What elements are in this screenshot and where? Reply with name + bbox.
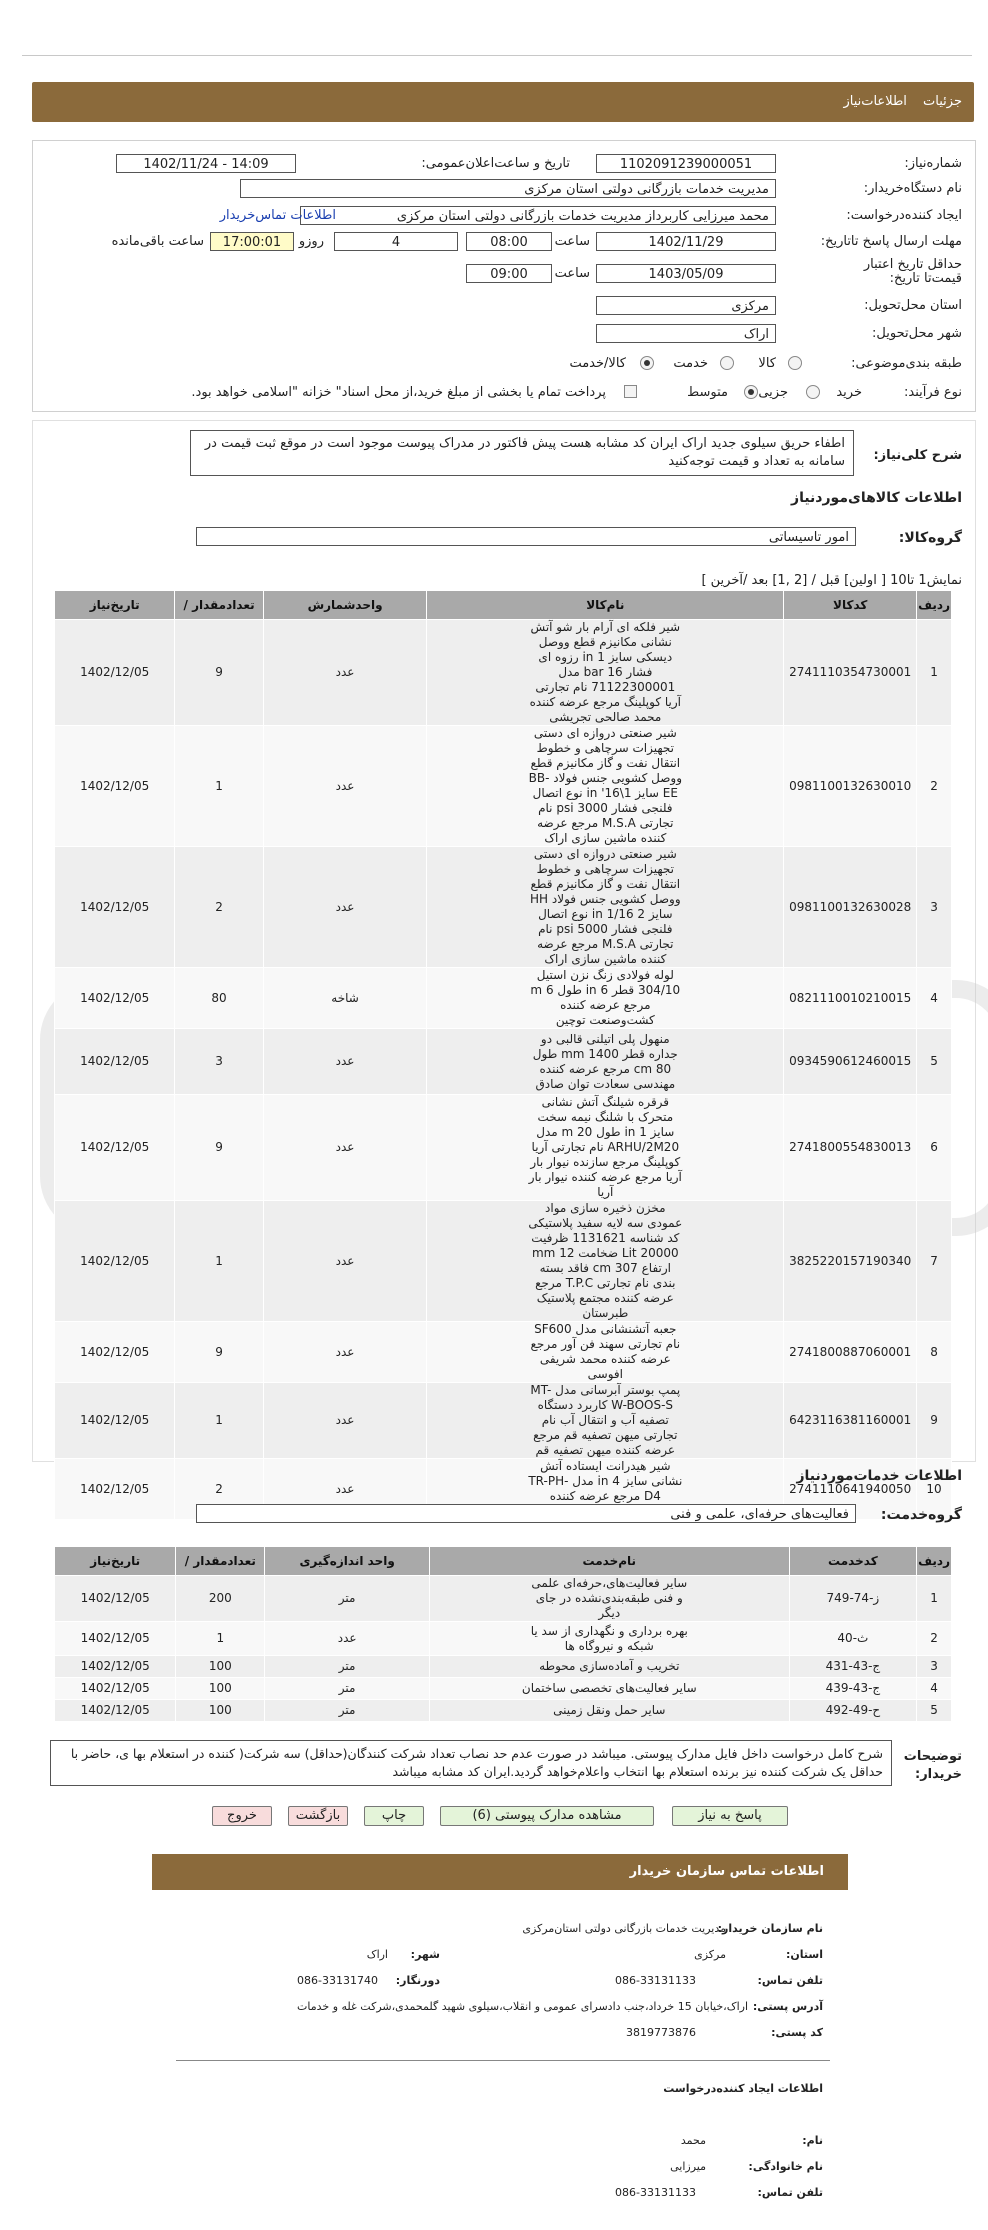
city-label-2: شهر: [410,1948,440,1961]
city-label: شهر محل‌تحویل: [872,326,962,341]
col-row: ردیف [917,591,952,620]
services-section-title: اطلاعات خدمات‌مورد‌نیاز [796,1468,962,1484]
service-unit: عدد [265,1622,430,1656]
item-unit: عدد [263,1322,427,1383]
table-row [55,1029,952,1095]
family-label: نام خانوادگی: [748,2160,823,2173]
table-row [55,1322,952,1383]
col-qty: تعدادمقدار / [175,591,263,620]
need-no-label: شماره‌نیاز: [904,156,962,171]
row-number: 3 [917,1656,952,1678]
validity-time-label: ساعت [554,266,590,281]
item-unit: عدد [263,1029,427,1095]
row-number: 10 [917,1459,952,1520]
service-date: 1402/12/05 [55,1622,176,1656]
item-name: مخزن ذخیره سازی مواد عمودی سه لایه سفید پلاستیکی کد شناسه 1131621 ظرفیت 20000 Lit ضخامت 12 mm ارتفاع 307 cm فاقد بسته بندی نام تجارتی T.P.C مرجع عرضه کننده مجتمع پلاستیک طبرستان [427,1201,784,1322]
service-unit: متر [265,1656,430,1678]
buyer-field: مدیریت خدمات بازرگانی دولتی استان مرکزی [240,179,776,198]
item-unit: عدد [263,1095,427,1201]
postal-value: 3819773876 [626,2026,696,2039]
back-button[interactable]: بازگشت [288,1806,348,1826]
tab-need-info[interactable]: اطلاعات‌نیاز [843,94,907,109]
org-value: مدیریت خدمات بازرگانی دولتی استان‌مرکزی [522,1922,726,1935]
city-field: اراک [596,324,776,343]
item-code: 3825220157190340 [784,1201,917,1322]
row-number: 7 [917,1201,952,1322]
deadline-time-label: ساعت [554,234,590,249]
item-name: جعبه آتشنشانی مدل SF600 نام تجارتی سهند فن آور مرجع عرضه کننده محمد شریفی افوسی [427,1322,784,1383]
item-date: 1402/12/05 [55,620,175,726]
process-buy-label: خرید [836,385,862,400]
item-code: 0981100132630028 [784,847,917,968]
category-goods-radio[interactable] [788,356,802,370]
service-qty: 100 [176,1678,265,1700]
contact-header-bar [152,1854,848,1890]
attachments-button[interactable]: مشاهده مدارک پیوستی (6) [440,1806,654,1826]
description-label: شرح کلی‌نیاز: [873,448,962,463]
services-group-field: فعالیت‌های حرفه‌ای، علمی و فنی [196,1504,856,1523]
item-qty: 2 [175,847,263,968]
table-row [55,1622,952,1656]
item-code: 2741110354730001 [784,620,917,726]
creator-label: ایجاد کننده‌درخواست: [846,208,962,223]
category-service-label: خدمت [673,356,708,371]
table-row [55,1095,952,1201]
category-label: طبقه بندی‌موضوعی: [851,356,962,371]
province-label: استان محل‌تحویل: [864,298,962,313]
service-name: بهره برداری و نگهداری از سد یا شبکه و نیروگاه ها [429,1622,789,1656]
item-name: شیر صنعتی دروازه ای دستی تجهیزات سرچاهی و خطوط انتقال نفت و گاز مکانیزم قطع ووصل کشویی جنس فولاد BB-EE سایز 1\16' in نوع اتصال فلنجی فشار 3000 psi نام تجارتی M.S.A مرجع عرضه کننده ماشین سازی اراک [427,726,784,847]
province-label-2: استان: [786,1948,823,1961]
creator-phone-label: تلفن تماس: [757,2186,823,2199]
service-code: ح-49-492 [789,1700,917,1722]
services-group-label: گروه‌خدمت: [880,1507,962,1523]
table-row [55,1656,952,1678]
service-unit: متر [265,1700,430,1722]
table-row [55,1678,952,1700]
table-row [55,620,952,726]
item-name: پمپ بوستر آبرسانی مدل MT-W-BOOS-S کاربرد دستگاه تصفیه آب و انتقال آب نام تجارتی میهن تصفیه قم مرجع عرضه کننده میهن تصفیه قم [427,1383,784,1459]
service-unit: متر [265,1576,430,1622]
validity-date-field: 1403/05/09 [596,264,776,283]
goods-table [54,590,952,1520]
col-code: کدکالا [784,591,917,620]
contact-divider [176,2060,830,2061]
col-date: تاریخ‌نیاز [55,1547,176,1576]
contact-title: اطلاعات تماس سازمان خریدار [629,1864,824,1879]
days-label: روزو [298,234,324,249]
item-code: 0821110010210015 [784,968,917,1029]
service-unit: متر [265,1678,430,1700]
goods-section-title: اطلاعات کالاهای‌مورد‌نیاز [791,490,962,506]
item-unit: عدد [263,620,427,726]
row-number: 4 [917,1678,952,1700]
table-row [55,968,952,1029]
city-value-2: اراک [366,1948,388,1961]
days-field: 4 [334,232,458,251]
deadline-time-field: 08:00 [466,232,552,251]
remaining-time-field: 17:00:01 [210,232,294,251]
table-row [55,1201,952,1322]
service-name: سایر حمل ونقل زمینی [429,1700,789,1722]
service-name: تخریب و آماده‌سازی محوطه [429,1656,789,1678]
item-date: 1402/12/05 [55,1459,175,1520]
item-code: 2741800887060001 [784,1322,917,1383]
process-medium-label: متوسط [687,385,728,400]
service-code: ج-43-439 [789,1678,917,1700]
item-code: 2741800554830013 [784,1095,917,1201]
item-date: 1402/12/05 [55,1201,175,1322]
exit-button[interactable]: خروج [212,1806,272,1826]
item-qty: 1 [175,1201,263,1322]
family-value: میرزایی [670,2160,706,2173]
table-row [55,1700,952,1722]
province-value-2: مرکزی [694,1948,726,1961]
name-value: محمد [680,2134,706,2147]
item-code: 6423116381160001 [784,1383,917,1459]
buyer-notes-label: توضیحات خریدار: [903,1749,962,1782]
col-date: تاریخ‌نیاز [55,591,175,620]
item-date: 1402/12/05 [55,968,175,1029]
item-unit: شاخه [263,968,427,1029]
process-medium-radio[interactable] [744,385,758,399]
item-unit: عدد [263,847,427,968]
buyer-notes-text: شرح کامل درخواست داخل فایل مدارک پیوستی. میباشد در صورت عدم حد نصاب تعداد شرکت کنندگان(حداقل) سه شرکت( کننده در استعلام بها ی، حاضر با حداقل یک شرکت کننده نیز برنده استعلام بها انتخاب واعلام‌خواهد گردید.ایران کد مشابه میباشد [50,1740,892,1786]
validity-time-field: 09:00 [466,264,552,283]
service-code: ث-40 [789,1622,917,1656]
service-code: ز-74-749 [789,1576,917,1622]
service-qty: 1 [176,1622,265,1656]
print-button[interactable]: چاپ [364,1806,424,1826]
row-number: 5 [917,1700,952,1722]
item-name: قرقره شیلنگ آتش نشانی متحرک با شلنگ نیمه سخت سایز 1 in طول 20 m مدل ARHU/2M20 نام تجارتی آریا کوپلینگ مرجع سازنده نیوار بار آریا مرجع عرضه کننده نیوار بار آریا [427,1095,784,1201]
services-table [54,1546,952,1722]
row-number: 2 [917,726,952,847]
item-date: 1402/12/05 [55,1029,175,1095]
item-name: لوله فولادی زنگ نزن استیل 304/10 قطر 6 in طول 6 m مرجع عرضه کننده کشت‌وصنعت توچین [427,968,784,1029]
phone-value: 086-33131133 [615,1974,696,1987]
col-qty: تعدادمقدار / [176,1547,265,1576]
category-service-radio[interactable] [720,356,734,370]
item-code: 0981100132630010 [784,726,917,847]
service-name: سایر فعالیت‌های تخصصی ساختمان [429,1678,789,1700]
row-number: 1 [917,620,952,726]
address-value: اراک،خیابان 15 خرداد،جنب دادسرای عمومی و انقلاب،سیلوی شهید گلمحمدی،شرکت غله و خدمات [297,2000,748,2013]
remaining-label: ساعت باقی‌مانده [111,234,204,249]
item-code: 0934590612460015 [784,1029,917,1095]
row-number: 8 [917,1322,952,1383]
payment-note: پرداخت تمام یا بخشی از مبلغ خرید،از محل اسناد" خزانه "اسلامی خواهد بود. [191,385,606,400]
service-date: 1402/12/05 [55,1576,176,1622]
row-number: 4 [917,968,952,1029]
item-qty: 9 [175,1322,263,1383]
table-row [55,726,952,847]
row-number: 5 [917,1029,952,1095]
item-name: شیر فلکه ای آرام بار شو آتش نشانی مکانیزم قطع ووصل دیسکی سایز 1 in رزوه ای فشار 16 bar مدل 71122300001 نام تجارتی آریا کوپلینگ مرجع عرضه کننده محمد صالحی تجریشی [427,620,784,726]
col-unit: واحدشمارش [263,591,427,620]
item-date: 1402/12/05 [55,1383,175,1459]
creator-phone-value: 086-33131133 [615,2186,696,2199]
col-row: ردیف [917,1547,952,1576]
service-code: ج-43-431 [789,1656,917,1678]
item-qty: 1 [175,1383,263,1459]
address-label: آدرس پستی: [752,2000,823,2013]
buyer-label: نام دستگاه‌خریدار: [863,181,962,196]
col-name: نام‌خدمت [429,1547,789,1576]
announce-label: تاریخ و ساعت‌اعلان‌عمومی: [421,156,570,171]
service-qty: 100 [176,1700,265,1722]
deadline-label: مهلت ارسال پاسخ تا‌تاریخ: [820,234,962,249]
goods-group-label: گروه‌کالا: [898,530,962,546]
row-number: 9 [917,1383,952,1459]
item-qty: 3 [175,1029,263,1095]
table-row [55,1383,952,1459]
item-qty: 9 [175,620,263,726]
buyer-contact-link[interactable]: اطلاعات تماس‌خریدار [219,208,336,223]
item-code: 2741110641940050 [784,1459,917,1520]
item-name: شیر صنعتی دروازه ای دستی تجهیزات سرچاهی و خطوط انتقال نفت و گاز مکانیزم قطع ووصل کشویی جنس فولاد HH سایز 2 1/16 in نوع اتصال فلنجی فشار 5000 psi نام تجارتی M.S.A مرجع عرضه کننده ماشین سازی اراک [427,847,784,968]
item-date: 1402/12/05 [55,726,175,847]
item-date: 1402/12/05 [55,1322,175,1383]
details-header-bar [32,82,974,122]
table-row [55,847,952,968]
validity-label: حداقل تاریخ اعتبار قیمت‌تا تاریخ: [863,257,962,286]
creator-info-title: اطلاعات ایجاد کننده‌درخواست [663,2082,823,2095]
creator-field: محمد میرزایی کاربرداز مدیریت خدمات بازرگانی دولتی استان مرکزی [300,206,776,225]
description-text: اطفاء حریق سیلوی جدید اراک ایران کد مشابه هست پیش فاکتور در مدراک پیوست موجود است در موقع ثبت قیمت در سامانه به تعداد و قیمت توجه‌کنید [190,430,854,476]
fax-value: 086-33131740 [297,1974,378,1987]
phone-label: تلفن تماس: [757,1974,823,1987]
postal-label: کد پستی: [771,2026,823,2039]
process-small-label: جزیی [758,385,788,400]
name-label: نام: [802,2134,823,2147]
process-label: نوع فرآیند: [904,385,962,400]
service-qty: 200 [176,1576,265,1622]
category-goods-service-label: کالا/خدمت [569,356,626,371]
row-number: 1 [917,1576,952,1622]
service-name: سایر فعالیت‌های،حرفه‌ای علمی و فنی طبقه‌بندی‌نشده در جای دیگر [429,1576,789,1622]
item-unit: عدد [263,1383,427,1459]
item-qty: 2 [175,1459,263,1520]
table-row [55,1576,952,1622]
item-date: 1402/12/05 [55,847,175,968]
announce-field: 1402/11/24 - 14:09 [116,154,296,173]
service-qty: 100 [176,1656,265,1678]
reply-button[interactable]: پاسخ به نیاز [672,1806,788,1826]
goods-group-field: امور تاسیساتی [196,527,856,546]
item-qty: 9 [175,1095,263,1201]
service-date: 1402/12/05 [55,1678,176,1700]
item-unit: عدد [263,1459,427,1520]
process-small-radio[interactable] [806,385,820,399]
item-name: منهول پلی اتیلنی قالبی دو جداره قطر 1400 mm طول 80 cm مرجع عرضه کننده مهندسی سعادت توان صادق [427,1029,784,1095]
province-field: مرکزی [596,296,776,315]
deadline-date-field: 1402/11/29 [596,232,776,251]
item-date: 1402/12/05 [55,1095,175,1201]
top-divider [22,55,972,56]
item-unit: عدد [263,726,427,847]
payment-checkbox[interactable] [624,385,637,398]
row-number: 2 [917,1622,952,1656]
item-unit: عدد [263,1201,427,1322]
category-goods-service-radio[interactable] [640,356,654,370]
row-number: 3 [917,847,952,968]
col-unit: واحد اندازه‌گیری [265,1547,430,1576]
org-label: نام سازمان خریدار: [717,1922,823,1935]
service-date: 1402/12/05 [55,1700,176,1722]
category-goods-label: کالا [758,356,776,371]
item-name: شیر هیدرانت ایستاده آتش نشانی سایز 4 in مدل TR-PH-D4 مرجع عرضه کننده [427,1459,784,1520]
need-no-field: 1102091239000051 [596,154,776,173]
fax-label: دورنگار: [395,1974,440,1987]
col-name: نام‌کالا [427,591,784,620]
col-code: کدخدمت [789,1547,917,1576]
item-qty: 80 [175,968,263,1029]
tab-details[interactable]: جزئیات [923,94,962,109]
row-number: 6 [917,1095,952,1201]
goods-pager[interactable]: نمایش1 تا10 [ اولین] قبل / [2 ,1] بعد /آخرین ] [701,573,962,588]
service-date: 1402/12/05 [55,1656,176,1678]
item-qty: 1 [175,726,263,847]
